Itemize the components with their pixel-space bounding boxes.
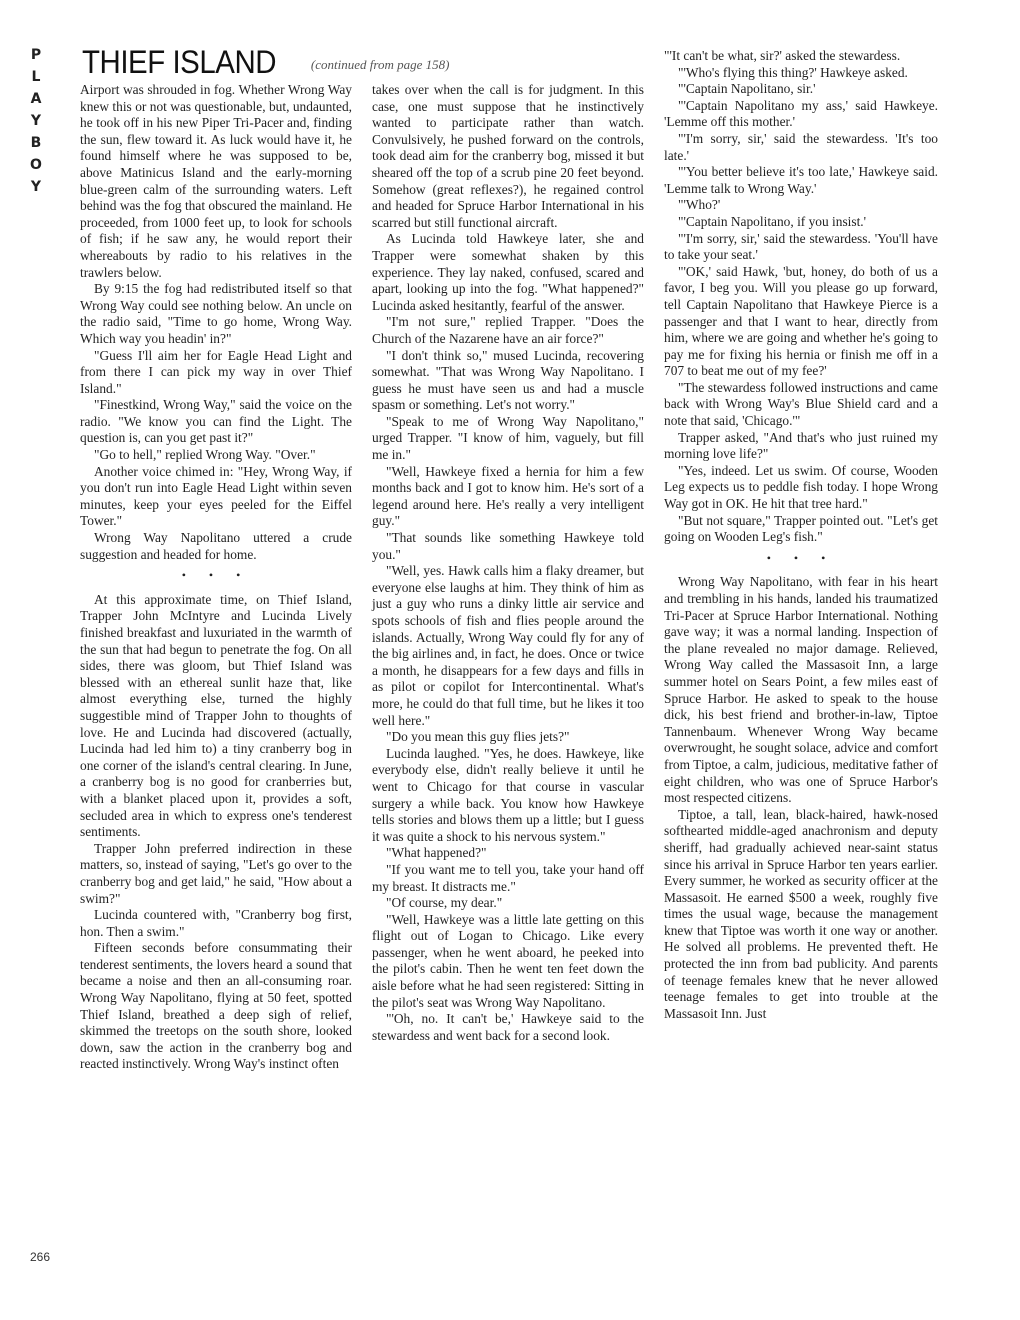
paragraph: Wrong Way Napolitano uttered a crude suggestion and headed for home. bbox=[80, 530, 352, 562]
page-number: 266 bbox=[30, 1250, 51, 1264]
paragraph: "Guess I'll aim her for Eagle Head Light and from there I can pick my way in over Thief Island." bbox=[80, 347, 352, 396]
paragraph: Wrong Way Napolitano, with fear in his heart and trembling in his hands, landed his traumatized Tri-Pacer at Spruce Harbor International. Nothing gave way; it was a normal landing. Inspection of the plane revealed no major damage. Relieved, Wrong Way called the Massasoit Inn, a large summer hotel on Sears Point, a few miles east of Spruce Harbor. He asked to speak to the house dick, his best friend and brother-in-law, Tiptoe Tannenbaum. Whenever Wrong Way became overwrought, he sought solace, advice and comfort from Tiptoe, a calm, judicious, meditative father of eight children, who was one of Spruce Harbor's most respected citizens. bbox=[664, 574, 938, 806]
paragraph: "'Captain Napolitano, sir.' bbox=[678, 81, 816, 97]
paragraph: "'Captain Napolitano, if you insist.' bbox=[678, 213, 867, 229]
paragraph: "Go to hell," replied Wrong Way. "Over." bbox=[94, 447, 316, 463]
paragraph: "Of course, my dear." bbox=[386, 895, 503, 911]
paragraph: "Yes, indeed. Let us swim. Of course, Wooden Leg expects us to peddle fish today. I hope Wrong Way got in OK. He hit that tree hard." bbox=[664, 462, 938, 512]
paragraph: Airport was shrouded in fog. Whether Wrong Way knew this or not was questionable, but, undaunted, he took off in his new Piper Tri-Pacer and, finding the sun, flew toward it. As luck would have it, he found himself where he was supposed to be, above Matinicus Island and the early-morning blue-green calm of the surrounding waters. Left behind was the fog that obscured the mainland. He proceeded, from 1000 feet up, to look for schools of fish; if he saw any, he would report their whereabouts by radio to his relatives in the trawlers below. bbox=[80, 82, 352, 280]
paragraph: "What happened?" bbox=[386, 845, 487, 861]
section-separator: • • • bbox=[181, 568, 251, 583]
paragraph: "'You better believe it's too late,' Hawkeye said. 'Lemme talk to Wrong Way.' bbox=[664, 164, 938, 196]
paragraph: Another voice chimed in: "Hey, Wrong Way, if you don't run into Eagle Head Light within seven minutes, keep your eyes peeled for the Eiffel Tower." bbox=[80, 463, 352, 529]
paragraph: "'OK,' said Hawk, 'but, honey, do both of us a favor, I beg you. Will you please go up forward, tell Captain Napolitano that Hawkeye Pierce is a passenger and that I want to hear, directly from him, where we are going and whether he's going to pay me for fixing his hernia or finish me off in a 707 to beat me out of my fee?' bbox=[664, 263, 938, 379]
paragraph: Fifteen seconds before consummating their tenderest sentiments, the lovers heard a sound that became a noise and then an all-consuming roar. Wrong Way Napolitano, flying at 50 feet, spotted Thief Island, breathed a deep sigh of relief, skimmed the treetops on the south shore, looked down, saw the action in the cranberry bog and reacted instinctively. Wrong Way's instinct often bbox=[80, 940, 352, 1072]
paragraph: Trapper John preferred indirection in these matters, so, instead of saying, "Let's go over to the cranberry bog and get laid," he said, "How about a swim?" bbox=[80, 840, 352, 906]
paragraph: "'Who?' bbox=[678, 197, 721, 213]
article-title: THIEF ISLAND bbox=[82, 44, 277, 80]
paragraph: "'Who's flying this thing?' Hawkeye asked. bbox=[678, 64, 908, 80]
article-header bbox=[82, 44, 449, 81]
paragraph: "'I'm sorry, sir,' said the stewardess. 'You'll have to take your seat.' bbox=[664, 230, 938, 263]
section-separator: • • • bbox=[766, 550, 836, 565]
paragraph: "'Captain Napolitano my ass,' said Hawkeye. 'Lemme off this mother.' bbox=[664, 97, 938, 130]
paragraph: "Well, Hawkeye fixed a hernia for him a few months back and I got to know him. He's sort of a legend around here. He's really a very intelligent guy." bbox=[372, 463, 644, 529]
paragraph: Tiptoe, a tall, lean, black-haired, hawk-nosed softhearted middle-aged anachronism and deputy sheriff, had gradually achieved near-saint status since his arrival in Spruce Harbor ten years earlier. Every summer, he worked as security officer at the Massasoit. He earned $500 a week, roughly five times the usual wage, because the management knew that Tiptoe was worth it one way or another. He solved all problems. He prevented theft. He protected the inn from bad publicity. And parents of teenage females knew that he never allowed teenage females to get into trouble at the Massasoit Inn. Just bbox=[664, 806, 938, 1021]
column-3 bbox=[664, 48, 938, 1022]
paragraph: "Finestkind, Wrong Way," said the voice on the radio. "We know you can find the Light. The question is, can you get past it?" bbox=[80, 397, 352, 446]
column-1 bbox=[80, 82, 352, 1073]
paragraph: Lucinda laughed. "Yes, he does. Hawkeye, like everybody else, didn't really believe it until he went to Chicago for that course in vascular surgery a while back. You know how Hawkeye tells stories and blows them up a little; but I guess it was quite a shock to his nervous system." bbox=[372, 745, 644, 844]
paragraph: At this approximate time, on Thief Island, Trapper John McIntyre and Lucinda Lively finished breakfast and luxuriated in the warmth of the sun that had begun to penetrate the fog. On all sides, there was gloom, but Thief Island was blessed with an ethereal sunlit haze that, like almost everything else, turned the highly suggestible mind of Trapper John to thoughts of love. He and Lucinda had discovered (actually, Lucinda had led him to) a tiny cranberry bog in one corner of the island's central clearing. In June, a cranberry bog is no good for cranberries but, with a blanket placed upon it, provides a soft, secluded area in which to express one's tenderest sentiments. bbox=[80, 591, 352, 840]
paragraph: "I'm not sure," replied Trapper. "Does the Church of the Nazarene have an air force?" bbox=[372, 314, 644, 346]
paragraph: By 9:15 the fog had redistributed itself so that Wrong Way could see nothing below. An uncle on the radio said, "Time to go home, Wrong Way. Which way you headin' in?" bbox=[80, 281, 352, 346]
paragraph: "Speak to me of Wrong Way Napolitano," urged Trapper. "I know of him, vaguely, but fill me in." bbox=[372, 413, 644, 463]
paragraph: "But not square," Trapper pointed out. "Let's get going on Wooden Leg's fish." bbox=[664, 512, 938, 545]
paragraph: "The stewardess followed instructions and came back with Wrong Way's Blue Shield card and a note that said, 'Chicago.'" bbox=[664, 379, 938, 429]
paragraph: "'Oh, no. It can't be,' Hawkeye said to the stewardess and went back for a second look. bbox=[372, 1011, 644, 1043]
paragraph: "'I'm sorry, sir,' said the stewardess. 'It's too late.' bbox=[664, 130, 938, 163]
paragraph: As Lucinda told Hawkeye later, she and Trapper were somewhat shaken by this experience. They lay naked, confused, scared and apart, looking up into the fog. "What happened?" Lucinda asked hesitantly, fearful of the answer. bbox=[372, 231, 644, 313]
paragraph: "'It can't be what, sir?' asked the stewardess. bbox=[664, 48, 901, 63]
continued-note: (continued from page 158) bbox=[310, 57, 450, 72]
column-2 bbox=[372, 82, 644, 1044]
paragraph: Trapper asked, "And that's who just ruined my morning love life?" bbox=[664, 429, 938, 462]
magazine-name-vertical: P L A Y B O Y bbox=[30, 47, 42, 195]
paragraph: "Do you mean this guy flies jets?" bbox=[386, 729, 570, 745]
paragraph: "Well, Hawkeye was a little late getting on this flight out of Logan to Chicago. Like every passenger, when he went aboard, he peeked into the pilot's cabin. Then he went ten feet down the aisle before what he had seen registered: Sitting in the pilot's seat was Wrong Way Napolitano. bbox=[372, 911, 644, 1010]
paragraph: "I don't think so," mused Lucinda, recovering somewhat. "That was Wrong Way Napolitano. I guess he must have seen us and had a muscle spasm or something. Let's not worry." bbox=[372, 347, 644, 413]
paragraph: "If you want me to tell you, take your hand off my breast. It distracts me." bbox=[372, 861, 644, 894]
paragraph: takes over when the call is for judgment. In this case, one must suppose that he instinctively wanted to participate rather than watch. Convulsively, he pushed forward on the controls, took dead aim for the cranberry bog, missed it but sheared off the top of a scrub pine 20 feet beyond. Somehow (great reflexes?), he regained control and headed for Spruce Harbor International in his scarred but still functional aircraft. bbox=[372, 82, 644, 230]
paragraph: "That sounds like something Hawkeye told you." bbox=[372, 530, 644, 562]
paragraph: Lucinda countered with, "Cranberry bog first, hon. Then a swim." bbox=[80, 907, 352, 939]
paragraph: "Well, yes. Hawk calls him a flaky dreamer, but everyone else laughs at him. They think of him as just a guy who runs a dinky little air service and spots schools of fish and flies people around the islands. Actually, Wrong Way could fly for any of the big airlines and, in fact, he does. Once or twice a month, he disappears for a few days and fills in as pilot or copilot for Intercontinental. What's more, he could do that full time, but he likes it too well here." bbox=[372, 563, 644, 728]
